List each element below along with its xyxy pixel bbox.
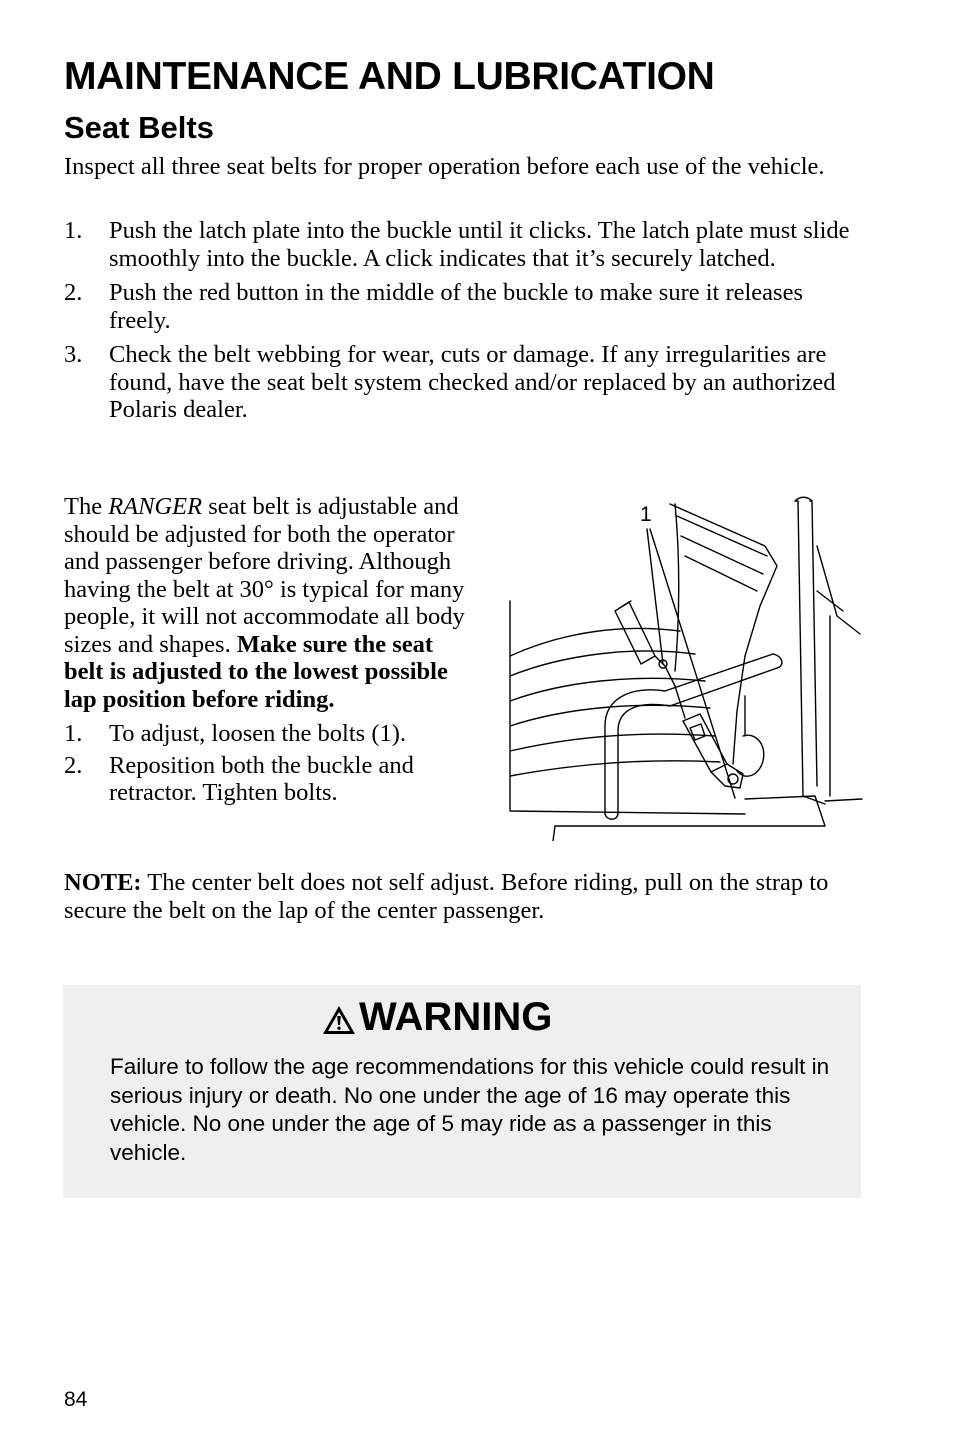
chapter-title: MAINTENANCE AND LUBRICATION: [64, 55, 715, 98]
armrest-tube: [605, 814, 618, 819]
warning-box: [63, 985, 861, 1198]
seat-base: [555, 796, 825, 826]
adjust-steps: [64, 720, 476, 807]
adjust-section: [64, 493, 476, 811]
note-paragraph: [64, 869, 884, 924]
intro-paragraph: Inspect all three seat belts for proper operation before each use of the vehicle.: [64, 153, 825, 180]
seat-outline: [510, 734, 715, 751]
seat-outline: [681, 536, 763, 574]
warning-title: WARNING: [359, 995, 553, 1039]
seat-outline: [677, 516, 767, 556]
warning-triangle-icon: [321, 1004, 357, 1036]
page-number: 84: [64, 1388, 88, 1411]
list-item: [64, 720, 476, 748]
step-text: Check the belt webbing for wear, cuts or damage. If any irregularities are found, have the seat belt system checked and/or replaced by an authorized Polaris dealer.: [109, 341, 836, 423]
seat-outline: [510, 628, 680, 656]
belt-strap: [675, 686, 685, 718]
section-title: Seat Belts: [64, 110, 214, 145]
list-item: [64, 217, 864, 272]
seat-outline: [675, 504, 679, 671]
adjust-text: seat belt is adjustable and should be adjusted for both the operator and passenger before driving. Although having the belt at 30° is typical for many people, it will not accommodate all body sizes and shapes.: [64, 493, 465, 658]
warning-heading: [321, 995, 552, 1039]
note-text: The center belt does not self adjust. Before riding, pull on the strap to secure the belt on the lap of the center passenger.: [64, 869, 829, 924]
step-number: 1.: [64, 217, 83, 244]
adjust-prefix: The: [64, 493, 109, 520]
seat-base: [553, 826, 555, 841]
floor-line: [825, 799, 862, 801]
adjust-bold-text: Make sure the seat belt is adjusted to the lowest possible lap position before riding.: [64, 630, 448, 713]
inspection-steps: [64, 217, 864, 431]
buckle-icon: [615, 602, 655, 664]
seat-outline: [510, 761, 720, 776]
step-number: 3.: [64, 341, 83, 368]
note-label: NOTE:: [64, 869, 142, 896]
seat-outline: [685, 556, 757, 591]
retractor-icon: [683, 714, 727, 772]
step-text: To adjust, loosen the bolts (1).: [109, 720, 407, 747]
warning-text: Failure to follow the age recommendations for this vehicle could result in serious injury or death. No one under the age of 16 may operate this vehicle. No one under the age of 5 may ride as a passenger in this vehicle.: [110, 1054, 830, 1165]
seat-belt-illustration: [505, 496, 865, 841]
brand-name: RANGER: [108, 493, 203, 520]
list-item: [64, 341, 864, 424]
adjust-paragraph: [64, 493, 476, 713]
armrest-tube: [773, 654, 782, 668]
step-number: 2.: [64, 751, 83, 779]
step-text: Reposition both the buckle and retractor. Tighten bolts.: [109, 751, 414, 806]
retractor-icon: [711, 764, 743, 788]
bracket: [737, 735, 764, 776]
callout-label: 1: [640, 503, 652, 526]
seat-outline: [670, 504, 777, 764]
roll-bar: [810, 501, 817, 786]
list-item: [64, 752, 476, 807]
step-text: Push the red button in the middle of the buckle to make sure it releases freely.: [109, 279, 803, 334]
side-panel: [817, 546, 860, 634]
list-item: [64, 279, 864, 334]
roll-bar: [795, 501, 825, 804]
step-number: 2.: [64, 279, 83, 306]
step-number: 1.: [64, 720, 83, 747]
step-text: Push the latch plate into the buckle until it clicks. The latch plate must slide smoothly into the buckle. A click indicates that it’s securely latched.: [109, 217, 850, 272]
